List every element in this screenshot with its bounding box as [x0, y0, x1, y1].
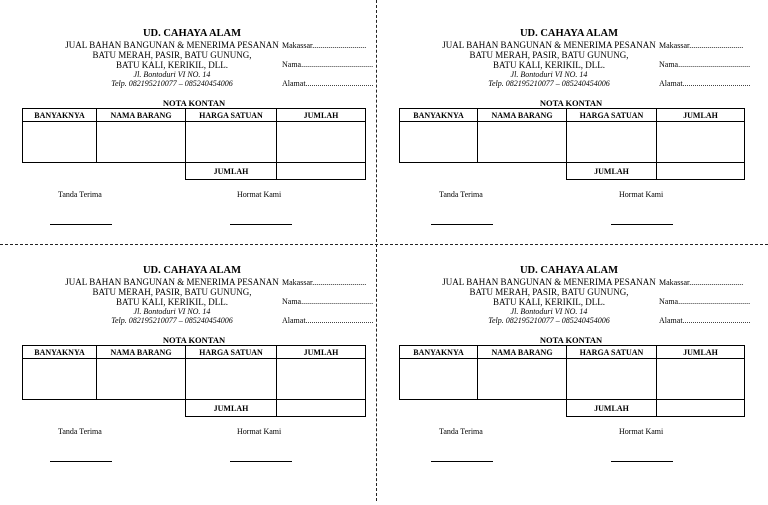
sum-value[interactable] [657, 400, 745, 417]
col-item: NAMA BARANG [478, 346, 567, 359]
cell-total[interactable] [657, 122, 745, 163]
receipt-bottom-right [399, 265, 759, 505]
shop-address: Jl. Bontoduri VI NO. 14 [510, 307, 588, 316]
table-sum-row [23, 400, 366, 417]
sum-spacer [23, 163, 186, 180]
shop-name: UD. CAHAYA ALAM [142, 28, 242, 39]
name-field: Nama.................................... [282, 60, 374, 69]
sender-label: Hormat Kami [237, 427, 282, 436]
receiver-label: Tanda Terima [58, 427, 102, 436]
city-field: Makassar........................... [659, 278, 744, 287]
sum-value[interactable] [657, 163, 745, 180]
receiver-signature-line [50, 461, 112, 462]
shop-tagline: JUAL BAHAN BANGUNAN & MENERIMA PESANAN [442, 40, 656, 50]
city-field: Makassar........................... [282, 41, 367, 50]
cell-price[interactable] [186, 122, 277, 163]
address-field: Alamat.................................. [659, 79, 751, 88]
nota-title: NOTA KONTAN [539, 335, 603, 345]
col-price: HARGA SATUAN [567, 109, 657, 122]
col-total: JUMLAH [277, 109, 366, 122]
nota-title: NOTA KONTAN [162, 98, 226, 108]
sum-value[interactable] [277, 163, 366, 180]
cell-qty[interactable] [400, 122, 478, 163]
col-qty: BANYAKNYA [23, 109, 97, 122]
receiver-label: Tanda Terima [439, 427, 483, 436]
address-field: Alamat.................................. [282, 79, 374, 88]
cell-qty[interactable] [23, 359, 97, 400]
table-body-row [400, 359, 745, 400]
address-field: Alamat.................................. [282, 316, 374, 325]
shop-name: UD. CAHAYA ALAM [519, 28, 619, 39]
receipt-top-left [22, 28, 382, 268]
cell-item[interactable] [478, 359, 567, 400]
col-total: JUMLAH [657, 109, 745, 122]
sender-signature-line [230, 461, 292, 462]
shop-products-2: BATU KALI, KERIKIL, DLL. [493, 297, 605, 307]
col-qty: BANYAKNYA [400, 109, 478, 122]
receiver-signature-line [50, 224, 112, 225]
col-total: JUMLAH [657, 346, 745, 359]
receiver-label: Tanda Terima [58, 190, 102, 199]
receiver-label: Tanda Terima [439, 190, 483, 199]
cell-price[interactable] [186, 359, 277, 400]
shop-tagline: JUAL BAHAN BANGUNAN & MENERIMA PESANAN [65, 40, 279, 50]
col-item: NAMA BARANG [97, 346, 186, 359]
items-table [399, 108, 745, 180]
sum-spacer [400, 400, 567, 417]
table-header-row [400, 109, 745, 122]
shop-tagline: JUAL BAHAN BANGUNAN & MENERIMA PESANAN [65, 277, 279, 287]
sender-label: Hormat Kami [619, 190, 664, 199]
cell-price[interactable] [567, 122, 657, 163]
name-field: Nama.................................... [659, 60, 751, 69]
shop-phone: Telp. 082195210077 – 085240454006 [111, 316, 233, 325]
cell-price[interactable] [567, 359, 657, 400]
nota-title: NOTA KONTAN [539, 98, 603, 108]
sum-value[interactable] [277, 400, 366, 417]
sum-label: JUMLAH [567, 400, 657, 417]
shop-products-1: BATU MERAH, PASIR, BATU GUNUNG, [92, 287, 252, 297]
items-table [399, 345, 745, 417]
name-field: Nama.................................... [659, 297, 751, 306]
cell-item[interactable] [97, 359, 186, 400]
table-sum-row [400, 163, 745, 180]
table-header-row [400, 346, 745, 359]
shop-address: Jl. Bontoduri VI NO. 14 [133, 307, 211, 316]
shop-products-2: BATU KALI, KERIKIL, DLL. [116, 297, 228, 307]
cell-total[interactable] [657, 359, 745, 400]
nota-title: NOTA KONTAN [162, 335, 226, 345]
table-header-row [23, 346, 366, 359]
sender-label: Hormat Kami [237, 190, 282, 199]
shop-products-1: BATU MERAH, PASIR, BATU GUNUNG, [92, 50, 252, 60]
sum-label: JUMLAH [186, 163, 277, 180]
shop-name: UD. CAHAYA ALAM [519, 265, 619, 276]
sum-spacer [23, 400, 186, 417]
shop-products-2: BATU KALI, KERIKIL, DLL. [116, 60, 228, 70]
table-body-row [23, 359, 366, 400]
cell-item[interactable] [478, 122, 567, 163]
col-total: JUMLAH [277, 346, 366, 359]
receipt-bottom-left [22, 265, 382, 505]
sender-signature-line [611, 461, 673, 462]
address-field: Alamat.................................. [659, 316, 751, 325]
table-body-row [23, 122, 366, 163]
receiver-signature-line [431, 461, 493, 462]
city-field: Makassar........................... [282, 278, 367, 287]
col-qty: BANYAKNYA [23, 346, 97, 359]
col-price: HARGA SATUAN [186, 346, 277, 359]
col-item: NAMA BARANG [478, 109, 567, 122]
col-price: HARGA SATUAN [186, 109, 277, 122]
receipt-top-right [399, 28, 759, 268]
receiver-signature-line [431, 224, 493, 225]
city-field: Makassar........................... [659, 41, 744, 50]
table-header-row [23, 109, 366, 122]
shop-products-2: BATU KALI, KERIKIL, DLL. [493, 60, 605, 70]
table-body-row [400, 122, 745, 163]
cell-qty[interactable] [400, 359, 478, 400]
shop-products-1: BATU MERAH, PASIR, BATU GUNUNG, [469, 287, 629, 297]
col-qty: BANYAKNYA [400, 346, 478, 359]
table-sum-row [23, 163, 366, 180]
sender-signature-line [611, 224, 673, 225]
shop-phone: Telp. 082195210077 – 085240454006 [111, 79, 233, 88]
sum-spacer [400, 163, 567, 180]
shop-tagline: JUAL BAHAN BANGUNAN & MENERIMA PESANAN [442, 277, 656, 287]
sender-signature-line [230, 224, 292, 225]
col-item: NAMA BARANG [97, 109, 186, 122]
cell-item[interactable] [97, 122, 186, 163]
items-table [22, 345, 366, 417]
cell-qty[interactable] [23, 122, 97, 163]
cell-total[interactable] [277, 122, 366, 163]
shop-phone: Telp. 082195210077 – 085240454006 [488, 316, 610, 325]
shop-phone: Telp. 082195210077 – 085240454006 [488, 79, 610, 88]
shop-products-1: BATU MERAH, PASIR, BATU GUNUNG, [469, 50, 629, 60]
col-price: HARGA SATUAN [567, 346, 657, 359]
shop-address: Jl. Bontoduri VI NO. 14 [510, 70, 588, 79]
sum-label: JUMLAH [567, 163, 657, 180]
sum-label: JUMLAH [186, 400, 277, 417]
items-table [22, 108, 366, 180]
sender-label: Hormat Kami [619, 427, 664, 436]
cell-total[interactable] [277, 359, 366, 400]
table-sum-row [400, 400, 745, 417]
shop-name: UD. CAHAYA ALAM [142, 265, 242, 276]
shop-address: Jl. Bontoduri VI NO. 14 [133, 70, 211, 79]
name-field: Nama.................................... [282, 297, 374, 306]
